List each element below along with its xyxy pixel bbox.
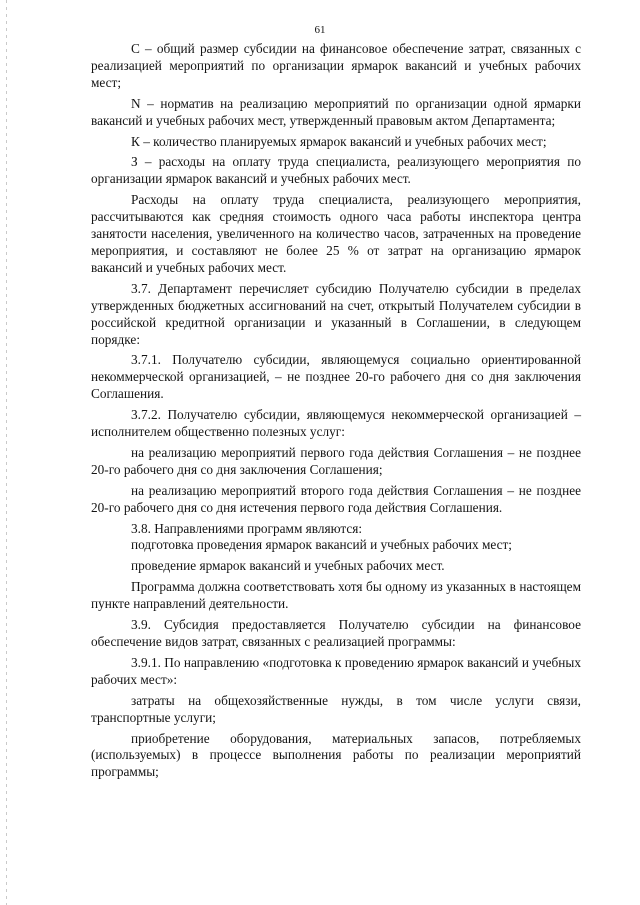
paragraph-equipment-costs: приобретение оборудования, материальных запасов, потребляемых (используемых) в процессе выполнения работы по реализации мероприятий программы; [91, 730, 581, 780]
page-number: 61 [314, 24, 326, 36]
paragraph-direction-1: подготовка проведения ярмарок вакансий и учебных рабочих мест; [131, 537, 512, 553]
paragraph-n-definition: N – норматив на реализацию мероприятий по организации одной ярмарки вакансий и учебных рабочих мест, утвержденный правовым актом Департамента; [91, 95, 581, 128]
document-body [91, 41, 581, 785]
paragraph-c-definition: С – общий размер субсидии на финансовое обеспечение затрат, связанных с реализацией мероприятий по организации ярмарок вакансий и учебных рабочих мест; [91, 41, 581, 90]
paragraph-first-year: на реализацию мероприятий первого года действия Соглашения – не позднее 20-го рабочего дня со дня заключения Соглашения; [91, 444, 581, 477]
paragraph-3-9-1: 3.9.1. По направлению «подготовка к проведению ярмарок вакансий и учебных рабочих мест»: [91, 654, 581, 687]
paragraph-k-definition: К – количество планируемых ярмарок вакансий и учебных рабочих мест; [131, 133, 547, 149]
scan-edge-line [6, 0, 7, 905]
paragraph-labor-costs: Расходы на оплату труда специалиста, реализующего мероприятия, рассчитываются как средняя стоимость одного часа работы инспектора центра занятости населения, увеличенного на количество часов, затраченных на проведение мероприятия, и составляют не более 25 % от затрат на организацию ярмарок вакансий и учебных рабочих мест. [91, 192, 581, 275]
paragraph-general-costs: затраты на общехозяйственные нужды, в том числе услуги связи, транспортные услуги; [91, 692, 581, 725]
paragraph-3-8: 3.8. Направлениями программ являются: [131, 520, 363, 536]
paragraph-direction-2: проведение ярмарок вакансий и учебных рабочих мест. [131, 558, 445, 574]
paragraph-3-9: 3.9. Субсидия предоставляется Получателю субсидии на финансовое обеспечение видов затрат, связанных с реализацией программы: [91, 617, 581, 649]
paragraph-3-7-2: 3.7.2. Получателю субсидии, являющемуся некоммерческой организацией – исполнителем общественно полезных услуг: [91, 407, 581, 440]
paragraph-z-definition: З – расходы на оплату труда специалиста, реализующего мероприятия по организации ярмарок вакансий и учебных рабочих мест. [91, 154, 581, 187]
paragraph-second-year: на реализацию мероприятий второго года действия Соглашения – не позднее 20-го рабочего дня со дня истечения первого года действия Соглашения. [91, 482, 581, 515]
paragraph-program-requirement: Программа должна соответствовать хотя бы одному из указанных в настоящем пункте направлений деятельности. [91, 579, 581, 612]
paragraph-3-7-1: 3.7.1. Получателю субсидии, являющемуся социально ориентированной некоммерческой организацией, – не позднее 20-го рабочего дня со дня заключения Соглашения. [91, 352, 581, 402]
paragraph-3-7: 3.7. Департамент перечисляет субсидию Получателю субсидии в пределах утвержденных бюджетных ассигнований на счет, открытый Получателем субсидии в российской кредитной организации и указанный в Соглашении, в следующем порядке: [91, 280, 581, 347]
